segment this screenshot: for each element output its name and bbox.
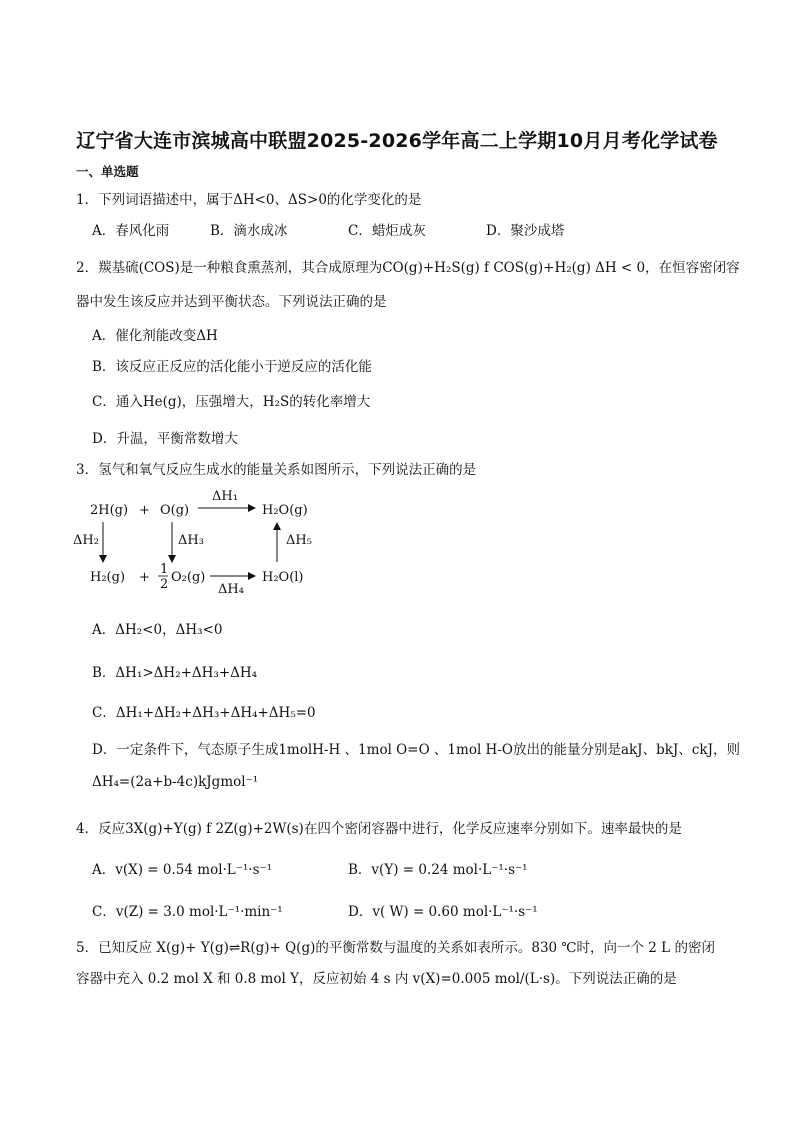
q1-option-d: D．聚沙成塔 <box>486 223 565 239</box>
label-dh5: ΔH₅ <box>286 533 312 548</box>
species-h2o-liquid: H₂O(l) <box>262 570 304 585</box>
energy-cycle-diagram <box>72 486 332 596</box>
question-5-stem-line2: 容器中充入 0.2 mol X 和 0.8 mol Y，反应初始 4 s 内 v(X)=0.005 mol/(L·s)。下列说法正确的是 <box>76 971 677 987</box>
question-3-stem: 3．氢气和氧气反应生成水的能量关系如图所示，下列说法正确的是 <box>76 462 477 478</box>
section-heading: 一、单选题 <box>76 164 139 179</box>
q3-option-b: B．ΔH₁>ΔH₂+ΔH₃+ΔH₄ <box>92 665 258 681</box>
question-2-stem-line1: 2．羰基硫(COS)是一种粮食熏蒸剂，其合成原理为CO(g)+H₂S(g) f COS(g)+H₂(g) ΔH < 0，在恒容密闭容 <box>76 260 740 276</box>
label-dh3: ΔH₃ <box>178 533 204 548</box>
species-o2: O₂(g) <box>171 570 206 585</box>
question-5-stem-line1: 5．已知反应 X(g)+ Y(g)⇌R(g)+ Q(g)的平衡常数与温度的关系如表所示。830 ℃时，向一个 2 L 的密闭 <box>76 940 715 956</box>
label-dh2: ΔH₂ <box>73 533 99 548</box>
species-2h: 2H(g) <box>90 503 129 518</box>
question-2-stem-line2: 器中发生该反应并达到平衡状态。下列说法正确的是 <box>76 294 387 310</box>
species-h2o-gas: H₂O(g) <box>262 503 308 518</box>
q3-option-d-line2: ΔH₄=(2a+b-4c)kJgmol⁻¹ <box>92 774 259 790</box>
plus-top: + <box>139 503 150 518</box>
q1-option-c: C．蜡炬成灰 <box>348 223 426 239</box>
q2-option-c: C．通入He(g)，压强增大，H₂S的转化率增大 <box>92 394 371 410</box>
q1-option-b: B．滴水成冰 <box>210 223 288 239</box>
q4-option-c: C．v(Z) = 3.0 mol·L⁻¹·min⁻¹ <box>92 904 283 920</box>
q4-option-b: B．v(Y) = 0.24 mol·L⁻¹·s⁻¹ <box>348 862 528 878</box>
fraction-numerator: 1 <box>160 562 169 577</box>
exam-title: 辽宁省大连市滨城高中联盟2025-2026学年高二上学期10月月考化学试卷 <box>76 130 718 152</box>
question-4-stem: 4．反应3X(g)+Y(g) f 2Z(g)+2W(s)在四个密闭容器中进行，化学反应速率分别如下。速率最快的是 <box>76 821 682 837</box>
q3-option-d-line1: D．一定条件下，气态原子生成1molH-H 、1mol O=O 、1mol H-O放出的能量分别是akJ、bkJ、ckJ，则 <box>92 742 740 758</box>
q1-option-a: A．春风化雨 <box>92 223 170 239</box>
q2-option-a: A．催化剂能改变ΔH <box>92 328 218 344</box>
question-1-stem: 1．下列词语描述中，属于ΔH<0、ΔS>0的化学变化的是 <box>76 192 422 208</box>
q4-option-a: A．v(X) = 0.54 mol·L⁻¹·s⁻¹ <box>92 862 273 878</box>
q4-option-d: D．v( W) = 0.60 mol·L⁻¹·s⁻¹ <box>348 904 538 920</box>
q2-option-d: D．升温，平衡常数增大 <box>92 431 238 447</box>
q3-option-c: C．ΔH₁+ΔH₂+ΔH₃+ΔH₄+ΔH₅=0 <box>92 705 316 721</box>
label-dh4: ΔH₄ <box>218 582 244 596</box>
species-h2: H₂(g) <box>90 570 126 585</box>
fraction-denominator: 2 <box>160 577 169 592</box>
plus-bottom: + <box>139 570 150 585</box>
q3-option-a: A．ΔH₂<0，ΔH₃<0 <box>92 622 223 638</box>
q2-option-b: B．该反应正反应的活化能小于逆反应的活化能 <box>92 359 372 375</box>
species-o: O(g) <box>160 503 190 518</box>
label-dh1: ΔH₁ <box>212 489 238 504</box>
